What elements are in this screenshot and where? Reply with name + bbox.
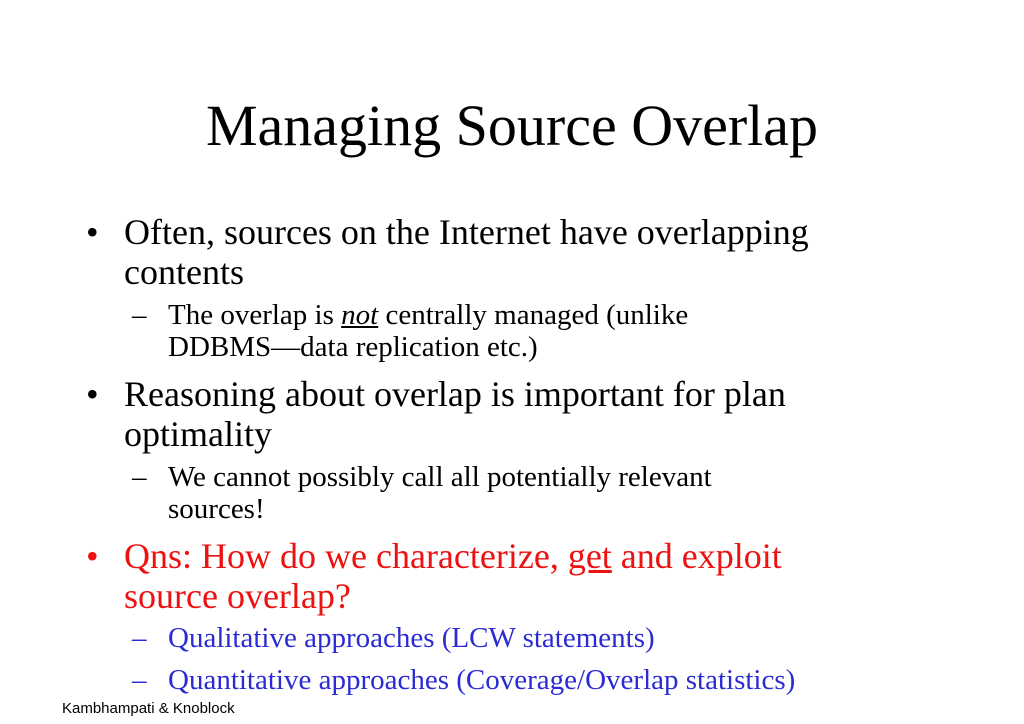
bullet-2-line-2: optimality	[124, 414, 272, 454]
sub-bullet-1-line-2: DDBMS—data replication etc.)	[168, 331, 538, 363]
qualitative-approaches-text: Qualitative approaches (LCW statements)	[168, 622, 655, 654]
bullet-1-line-1: Often, sources on the Internet have overlapping	[124, 212, 809, 252]
bullet-2-line-1: Reasoning about overlap is important for plan	[124, 374, 786, 414]
get-emphasis: get	[567, 536, 612, 576]
bullet-marker: •	[86, 212, 99, 252]
sub-bullet-2-line-2: sources!	[168, 493, 265, 525]
sub-bullet-marker: –	[132, 461, 147, 493]
bullet-2	[86, 374, 964, 454]
sub-bullet-qualitative	[132, 622, 948, 654]
footer-author: Kambhampati & Knoblock	[62, 700, 235, 717]
sub-bullet-2-line-1: We cannot possibly call all potentially relevant	[168, 461, 712, 493]
bullet-marker: •	[86, 536, 99, 576]
sub-bullet-1	[132, 299, 948, 363]
sub-bullet-2	[132, 461, 948, 525]
slide-title: Managing Source Overlap	[205, 93, 819, 158]
bullet-3-before: Qns: How do we characterize,	[124, 536, 568, 576]
sub-bullet-marker: –	[132, 622, 147, 654]
bullet-1-line-2: contents	[124, 252, 244, 292]
sub-bullet-quantitative	[132, 664, 948, 696]
bullet-3-question	[86, 536, 964, 616]
sub-bullet-1-after: centrally managed (unlike	[378, 299, 689, 331]
bullet-3-line-2: source overlap?	[124, 576, 351, 616]
bullet-marker: •	[86, 374, 99, 414]
sub-bullet-marker: –	[132, 664, 147, 696]
sub-bullet-1-line-1	[168, 299, 948, 331]
quantitative-approaches-text: Quantitative approaches (Coverage/Overlap statistics)	[168, 664, 796, 696]
bullet-3-line-1	[124, 536, 964, 576]
sub-bullet-marker: –	[132, 299, 147, 331]
bullet-3-after: and exploit	[611, 536, 782, 576]
bullet-1	[86, 212, 964, 292]
sub-bullet-1-before: The overlap is	[168, 299, 342, 331]
not-emphasis: not	[341, 299, 379, 331]
